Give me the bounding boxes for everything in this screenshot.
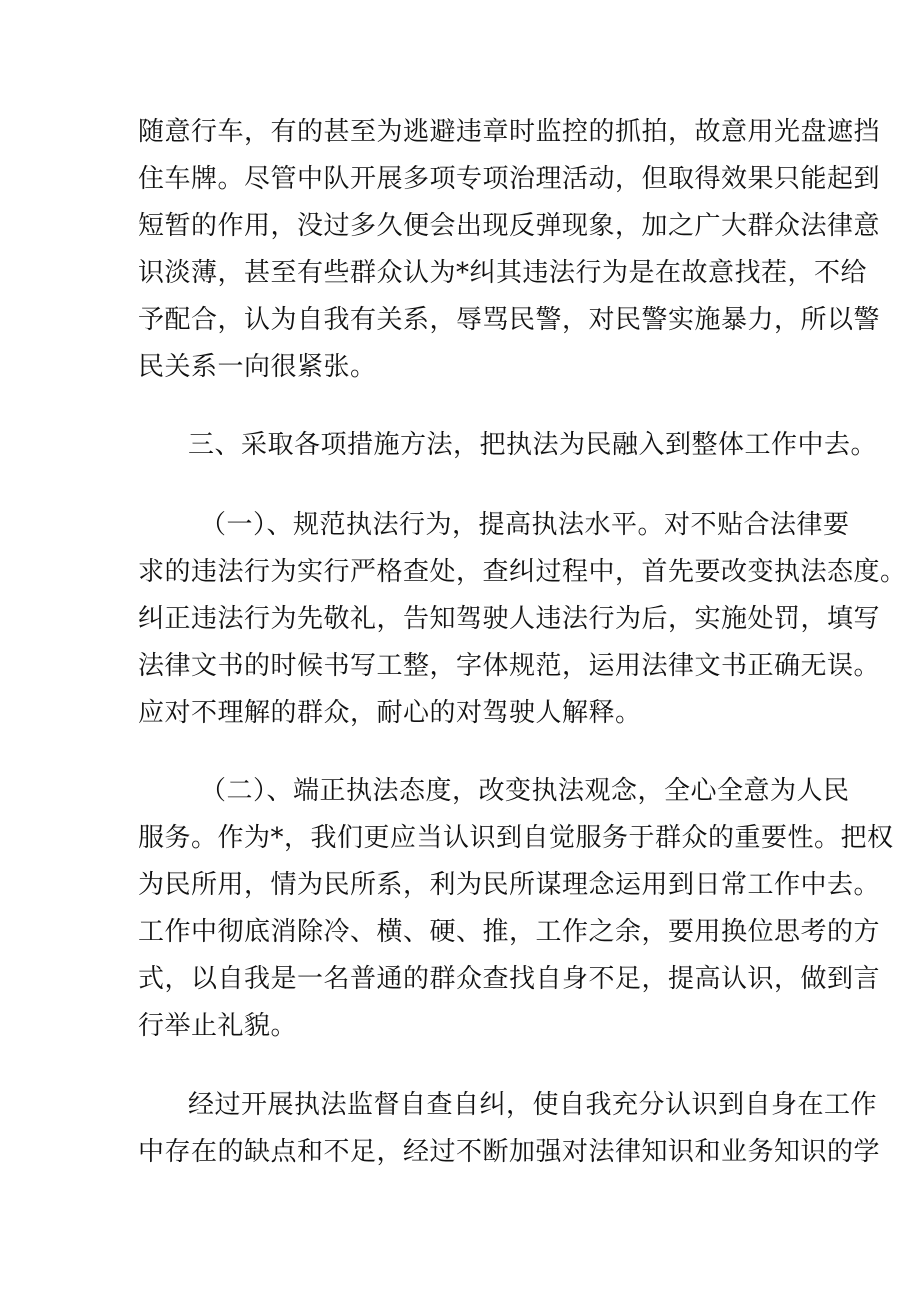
subsection-1-line-5: 应对不理解的群众，耐心的对驾驶人解释。: [138, 698, 642, 728]
subsection-1-line-4: 法律文书的时候书写工整，字体规范，运用法律文书正确无误。: [138, 651, 881, 681]
subsection-2-line-1: （二）、端正执法态度，改变执法观念，全心全意为人民: [200, 776, 850, 806]
subsection-1-line-1: （一）、规范执法行为，提高执法水平。对不贴合法律要: [200, 510, 850, 540]
paragraph-1-line-4: 识淡薄，甚至有些群众认为*纠其违法行为是在故意找茬，不给: [138, 258, 868, 288]
section-heading-3: 三、采取各项措施方法，把执法为民融入到整体工作中去。: [188, 430, 878, 460]
closing-paragraph-line-1: 经过开展执法监督自查自纠，使自我充分认识到自身在工作: [188, 1090, 878, 1120]
closing-paragraph-line-2: 中存在的缺点和不足，经过不断加强对法律知识和业务知识的学: [138, 1137, 881, 1167]
subsection-2-line-3: 为民所用，情为民所系，利为民所谋理念运用到日常工作中去。: [138, 870, 881, 900]
paragraph-1-line-3: 短暂的作用，没过多久便会出现反弹现象，加之广大群众法律意: [138, 211, 881, 241]
subsection-2-line-6: 行举止礼貌。: [138, 1011, 298, 1041]
subsection-2-line-4: 工作中彻底消除冷、横、硬、推，工作之余，要用换位思考的方: [138, 917, 881, 947]
paragraph-1-line-2: 住车牌。尽管中队开展多项专项治理活动，但取得效果只能起到: [138, 164, 881, 194]
subsection-2-line-2: 服务。作为*，我们更应当认识到自觉服务于群众的重要性。把权: [138, 823, 894, 853]
subsection-1-line-2: 求的违法行为实行严格查处，查纠过程中，首先要改变执法态度。: [138, 557, 907, 587]
subsection-2-line-5: 式，以自我是一名普通的群众查找自身不足，提高认识，做到言: [138, 964, 881, 994]
paragraph-1-line-6: 民关系一向很紧张。: [138, 352, 377, 382]
subsection-1-line-3: 纠正违法行为先敬礼，告知驾驶人违法行为后，实施处罚，填写: [138, 604, 881, 634]
paragraph-1-line-5: 予配合，认为自我有关系，辱骂民警，对民警实施暴力，所以警: [138, 305, 881, 335]
paragraph-1-line-1: 随意行车，有的甚至为逃避违章时监控的抓拍，故意用光盘遮挡: [138, 117, 881, 147]
